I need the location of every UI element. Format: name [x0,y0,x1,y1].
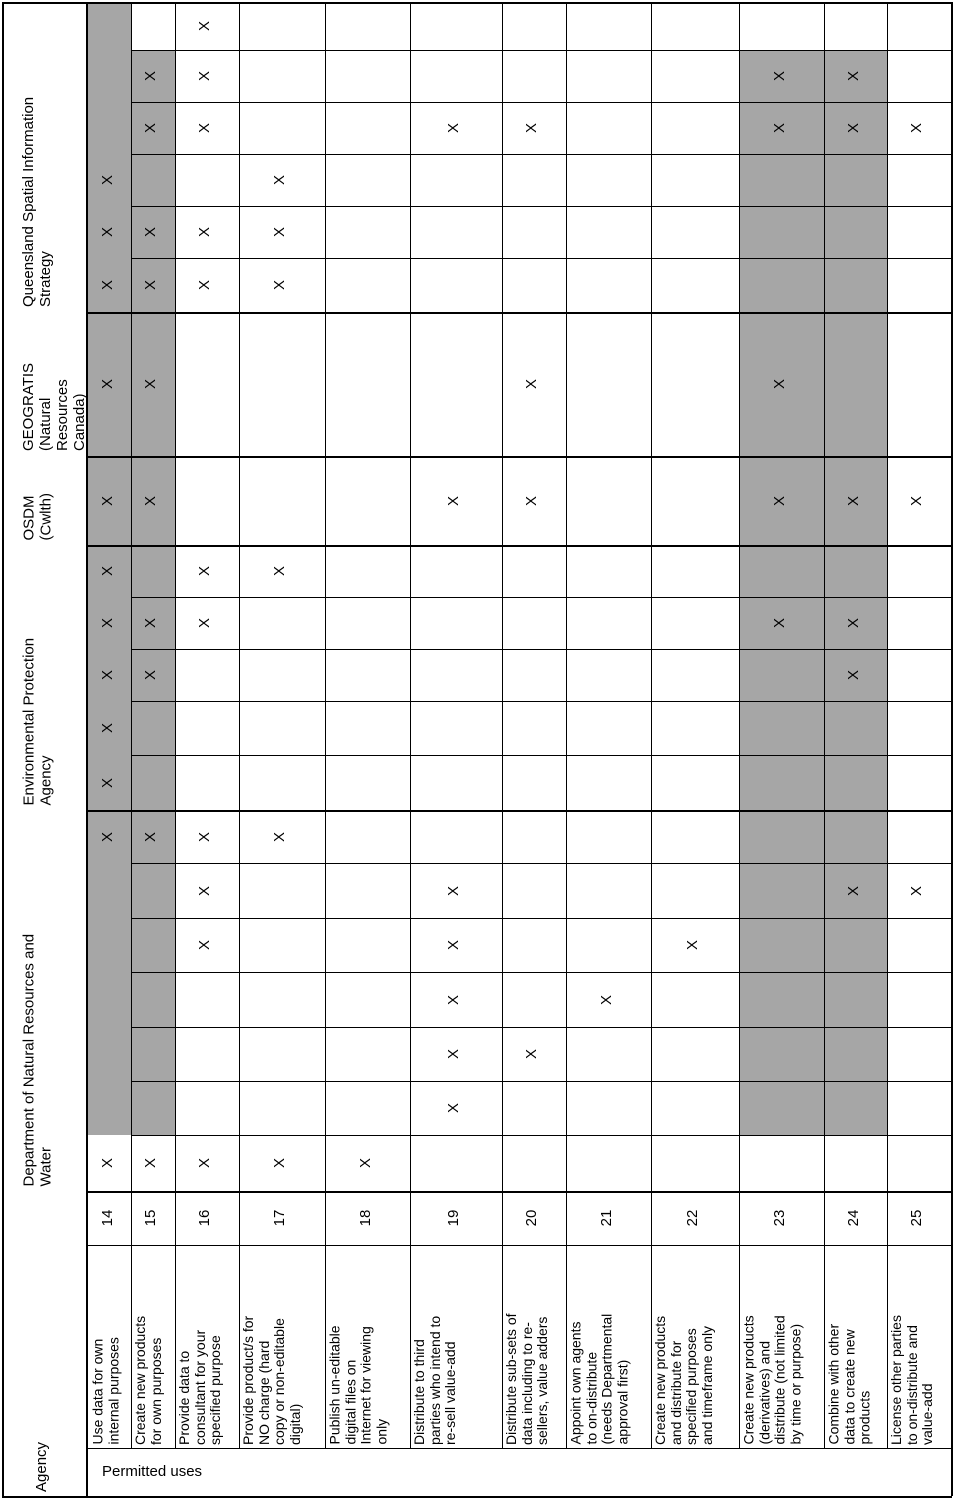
use-label: Combine with other data to create new products [825,1323,872,1445]
grid-line [86,1191,951,1193]
shaded-cell [88,102,131,154]
grid-line [566,2,567,1448]
grid-line [131,755,951,756]
grid-line [131,258,951,259]
agency-name: GEOGRATIS (Natural Resources Canada) [20,362,88,451]
use-number: 14 [98,1209,116,1227]
use-label: Appoint own agents to on-distribute (needs Departmental approval first) [567,1313,630,1445]
shaded-cell [88,918,131,972]
grid-line [86,2,88,1496]
shaded-cell [824,1081,887,1135]
shaded-cell [739,863,824,918]
shaded-cell [131,755,175,810]
use-number: 22 [684,1209,701,1227]
grid-line [887,2,888,1448]
grid-line [131,1027,951,1028]
permission-mark: X [770,495,788,506]
grid-line [86,1245,951,1246]
shaded-cell [88,863,131,918]
grid-line [2,1496,952,1498]
permission-mark: X [98,566,116,577]
permitted-uses-heading: Permitted uses [102,1463,203,1480]
permission-mark: X [445,495,462,506]
permission-mark: X [142,495,159,506]
grid-line [951,2,953,1496]
shaded-cell [824,755,887,810]
use-number: 17 [271,1209,288,1227]
shaded-cell [131,1027,175,1081]
shaded-cell [131,1081,175,1135]
grid-line [131,863,951,864]
permission-mark: X [356,1158,374,1169]
shaded-cell [88,1027,131,1081]
shaded-cell [824,810,887,863]
grid-line [131,2,132,1448]
permission-mark: X [196,227,213,238]
shaded-cell [88,50,131,102]
use-label: Use data for own internal purposes [89,1337,121,1445]
shaded-cell [739,918,824,972]
use-number: 19 [445,1209,462,1227]
grid-line [131,972,951,973]
shaded-cell [739,649,824,701]
grid-line [86,545,951,547]
permission-mark: X [98,723,116,734]
use-number: 25 [908,1209,925,1227]
permission-mark: X [196,566,213,577]
use-number: 24 [844,1209,862,1227]
shaded-cell [739,545,824,597]
use-label: Provide product/s for NO charge (hard copy or non-editable digital) [240,1315,303,1445]
shaded-cell [88,972,131,1027]
use-label: Provide data to consultant for your specified purpose [176,1329,223,1445]
permission-mark: X [196,831,213,842]
permission-mark: X [445,994,462,1005]
permission-mark: X [196,885,213,896]
use-number: 20 [523,1209,540,1227]
permission-mark: X [98,280,116,291]
permission-mark: X [271,227,288,238]
permission-mark: X [98,618,116,629]
grid-line [131,649,951,650]
shaded-cell [131,918,175,972]
shaded-cell [131,972,175,1027]
grid-line [2,2,952,4]
permission-mark: X [844,123,862,134]
permission-mark: X [271,280,288,291]
shaded-cell [824,312,887,456]
grid-line [410,2,411,1448]
use-number: 15 [142,1209,159,1227]
permission-mark: X [142,280,159,291]
agency-name: Environmental Protection Agency [20,637,54,805]
permission-mark: X [98,495,116,506]
grid-line [86,312,951,314]
permission-mark: X [98,227,116,238]
grid-line [131,918,951,919]
shaded-cell [131,863,175,918]
grid-line [131,701,951,702]
permission-mark: X [844,71,862,82]
shaded-cell [739,701,824,755]
permission-mark: X [142,71,159,82]
permission-mark: X [770,618,788,629]
grid-line [86,456,951,458]
permission-mark: X [196,21,213,32]
agency-column-heading: Agency [33,1441,50,1492]
permission-mark: X [196,618,213,629]
shaded-cell [824,1027,887,1081]
permission-mark: X [196,280,213,291]
permission-mark: X [98,670,116,681]
shaded-cell [739,206,824,258]
shaded-cell [824,701,887,755]
grid-line [86,1448,951,1449]
grid-line [131,1135,951,1136]
grid-line [131,597,951,598]
grid-line [325,2,326,1448]
shaded-cell [739,755,824,810]
shaded-cell [824,258,887,312]
permission-mark: X [597,994,615,1005]
agency-name: OSDM (Cwlth) [20,492,54,540]
permission-mark: X [445,885,462,896]
permission-mark: X [142,1158,159,1169]
permission-mark: X [98,777,116,788]
use-number: 18 [356,1209,374,1227]
use-label: Create new products for own purposes [132,1315,164,1445]
permission-mark: X [271,1158,288,1169]
use-label: Distribute sub-sets of data including to re- sellers, value adders [503,1313,550,1445]
permission-mark: X [908,495,925,506]
shaded-cell [739,810,824,863]
permission-mark: X [844,885,862,896]
permission-mark: X [196,123,213,134]
shaded-cell [824,154,887,206]
permission-mark: X [98,379,116,390]
permission-mark: X [445,1049,462,1060]
permission-mark: X [196,940,213,951]
shaded-cell [739,1081,824,1135]
shaded-cell [131,545,175,597]
grid-line [131,1081,951,1082]
permission-mark: X [844,618,862,629]
use-number: 23 [770,1209,788,1227]
permission-mark: X [271,175,288,186]
shaded-cell [739,258,824,312]
grid-line [131,50,951,51]
permission-mark: X [142,618,159,629]
use-label: Create new products (derivatives) and distribute (not limited by time or purpose) [740,1315,803,1445]
permission-mark: X [142,379,159,390]
shaded-cell [739,1027,824,1081]
permission-mark: X [523,123,540,134]
shaded-cell [88,2,131,50]
use-label: License other parties to on-distribute and value-add [888,1314,935,1445]
agency-name: Queensland Spatial Information Strategy [20,96,54,307]
permission-mark: X [271,566,288,577]
grid-line [131,206,951,207]
shaded-cell [131,154,175,206]
grid-line [502,2,503,1448]
shaded-cell [824,918,887,972]
permission-mark: X [142,831,159,842]
permission-mark: X [445,940,462,951]
permission-mark: X [770,123,788,134]
permission-mark: X [196,1158,213,1169]
permission-mark: X [908,123,925,134]
grid-line [739,2,740,1448]
grid-line [824,2,825,1448]
grid-line [651,2,652,1448]
permission-mark: X [770,71,788,82]
agency-name: Department of Natural Resources and Water [20,933,54,1186]
permission-mark: X [844,495,862,506]
shaded-cell [824,206,887,258]
permission-mark: X [271,831,288,842]
permission-mark: X [196,71,213,82]
grid-line [2,2,4,1496]
permission-mark: X [770,379,788,390]
permission-mark: X [98,831,116,842]
permission-mark: X [142,670,159,681]
permission-mark: X [523,379,540,390]
use-number: 16 [196,1209,213,1227]
shaded-cell [824,545,887,597]
use-label: Distribute to third parties who intend to re-sell value-add [411,1315,458,1445]
permission-mark: X [684,940,701,951]
permission-mark: X [445,1103,462,1114]
grid-line [239,2,240,1448]
shaded-cell [739,972,824,1027]
permission-mark: X [98,1158,116,1169]
use-label: Create new products and distribute for specified purposes and timeframe only [652,1315,715,1445]
use-number: 21 [597,1209,615,1227]
permission-mark: X [98,175,116,186]
permission-mark: X [523,495,540,506]
grid-line [175,2,176,1448]
shaded-cell [88,1081,131,1135]
grid-line [131,102,951,103]
permission-mark: X [523,1049,540,1060]
permission-mark: X [142,123,159,134]
grid-line [86,810,951,812]
shaded-cell [131,701,175,755]
grid-line [131,154,951,155]
permission-mark: X [445,123,462,134]
permission-mark: X [844,670,862,681]
permission-mark: X [142,227,159,238]
permission-mark: X [908,885,925,896]
shaded-cell [824,972,887,1027]
shaded-cell [739,154,824,206]
use-label: Publish un-editable digital files on Internet for viewing only [326,1325,389,1445]
